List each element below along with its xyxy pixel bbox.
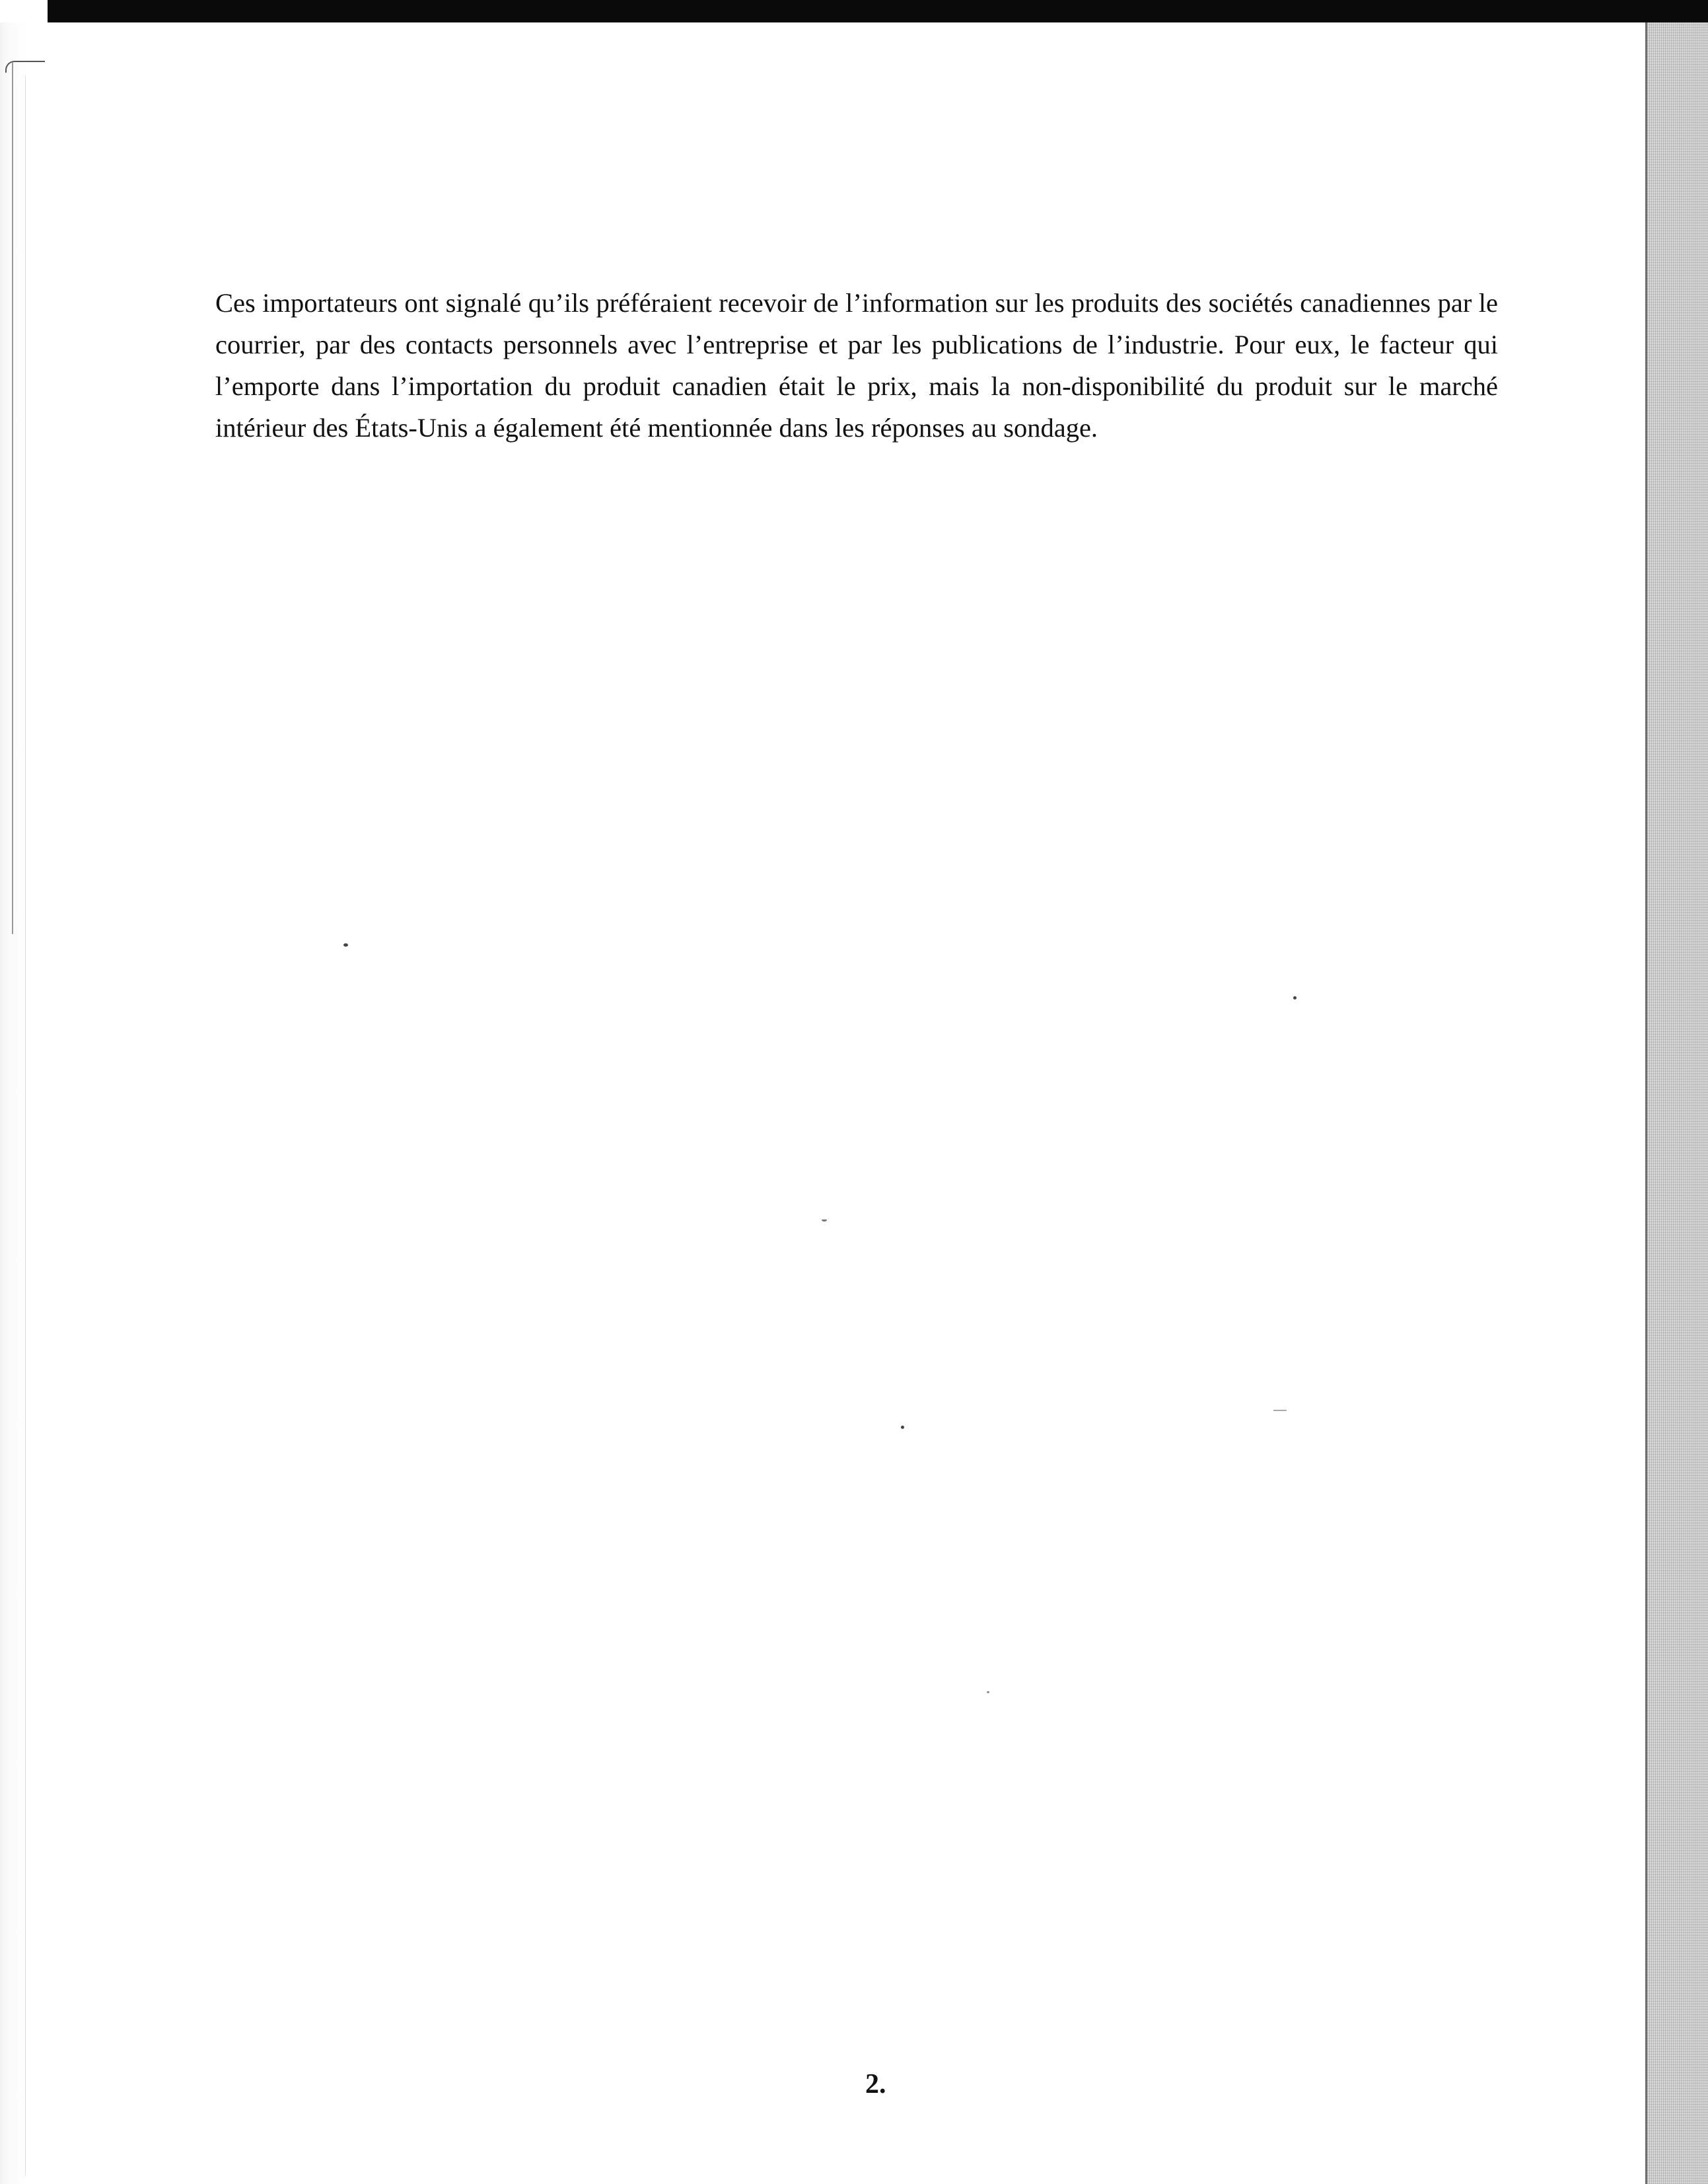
binding-line	[12, 62, 13, 934]
body-paragraph: Ces importateurs ont signalé qu’ils préféraient recevoir de l’information sur les produits des sociétés canadiennes par le courrier, par des contacts personnels avec l’entreprise et par les publications de l’industrie. Pour eux, le facteur qui l’emporte dans l’importation du produit canadien était le prix, mais la non-disponibilité du produit sur le marché intérieur des États-Unis a également été mentionnée dans les réponses au sondage.	[215, 288, 1498, 443]
binding-shadow	[25, 75, 26, 2176]
scan-left-margin	[0, 22, 52, 2184]
scan-top-border	[0, 0, 1708, 22]
scan-speck	[987, 1691, 989, 1693]
scan-right-margin	[1647, 22, 1708, 2184]
scan-speck	[1293, 996, 1297, 1000]
scan-speck	[343, 943, 348, 947]
page-number: 2.	[865, 2069, 886, 2099]
scan-speck	[822, 1219, 827, 1221]
scan-speck	[1273, 1410, 1287, 1411]
scan-speck	[901, 1426, 904, 1429]
binding-mark	[5, 61, 45, 73]
